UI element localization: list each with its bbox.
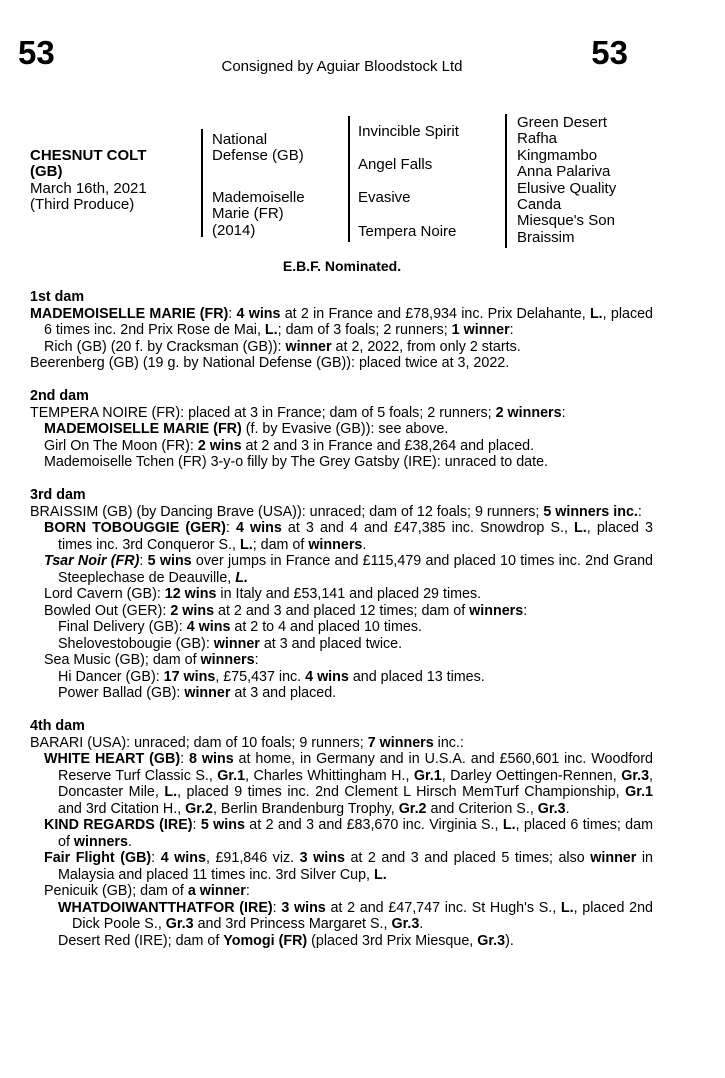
pedigree-dam: Mademoiselle Marie (FR) (2014) — [212, 189, 305, 239]
foaling-date: March 16th, 2021 — [30, 179, 147, 197]
produce-entry: Lord Cavern (GB): 12 wins in Italy and £53,141 and placed 29 times. — [44, 586, 482, 602]
horse-name-line2: (GB) — [30, 163, 63, 181]
produce-entry: Mademoiselle Tchen (FR) 3-y-o filly by The Grey Gatsby (IRE): unraced to date. — [44, 454, 549, 470]
dam-entry: BRAISSIM (GB) (by Dancing Brave (USA)): unraced; dam of 12 foals; 9 runners; 5 winners inc.: — [30, 503, 642, 520]
produce-entry: Rich (GB) (20 f. by Cracksman (GB)): winner at 2, 2022, from only 2 starts. — [44, 338, 521, 355]
section-third-dam — [30, 487, 653, 702]
dam-entry: BARARI (USA): unraced; dam of 10 foals; 9 runners; 7 winners inc.: — [30, 734, 464, 751]
pedigree-sire: National Defense (GB) — [212, 131, 304, 165]
dam-entry: TEMPERA NOIRE (FR): placed at 3 in France; dam of 5 foals; 2 runners; 2 winners: — [30, 404, 566, 421]
produce-entry: Final Delivery (GB): 4 wins at 2 to 4 and placed 10 times. — [58, 619, 422, 635]
dam-entry: MADEMOISELLE MARIE (FR): 4 wins at 2 in France and £78,934 inc. Prix Delahante, L., placed 6 times inc. 2nd Prix Rose de Mai, L.; dam of 3 foals; 2 runners; 1 winner: — [30, 305, 653, 338]
produce-entry: Shelovestobougie (GB): winner at 3 and placed twice. — [58, 635, 403, 652]
pedigree-gen2-4: Tempera Noire — [358, 223, 457, 240]
produce-entry: Tsar Noir (FR): 5 wins over jumps in France and £115,479 and placed 10 times inc. 2nd Grand Steeplechase de Deauville, L. — [44, 553, 654, 586]
lot-number-right: 53 — [591, 34, 628, 71]
produce-entry: Fair Flight (GB): 4 wins, £91,846 viz. 3 wins at 2 and 3 and placed 5 times; also winner in Malaysia and placed 11 times inc. 3rd Silver Cup, L. — [44, 850, 653, 883]
produce-entry: Sea Music (GB); dam of winners: — [44, 652, 259, 668]
produce-entry: Girl On The Moon (FR): 2 wins at 2 and 3 in France and £38,264 and placed. — [44, 437, 535, 454]
horse-description — [30, 148, 147, 214]
section-fourth-dam — [30, 718, 653, 949]
produce-entry: MADEMOISELLE MARIE (FR) (f. by Evasive (GB)): see above. — [44, 421, 449, 437]
pedigree-gen2-1: Invincible Spirit — [358, 123, 459, 140]
section-second-dam — [30, 388, 653, 471]
consignor: Consigned by Aguiar Bloodstock Ltd — [221, 58, 463, 75]
lot-number-left: 53 — [18, 34, 55, 71]
produce-entry: Bowled Out (GER): 2 wins at 2 and 3 and placed 12 times; dam of winners: — [44, 602, 528, 619]
pedigree-bracket-3 — [505, 114, 507, 248]
section-heading: 1st dam — [30, 289, 85, 305]
catalogue-body — [30, 289, 653, 949]
horse-name-line1: CHESNUT COLT — [30, 147, 147, 164]
produce-entry: Hi Dancer (GB): 17 wins, £75,437 inc. 4 wins and placed 13 times. — [58, 668, 485, 685]
pedigree-bracket-2 — [348, 116, 350, 242]
section-heading: 3rd dam — [30, 487, 86, 503]
section-heading: 4th dam — [30, 718, 85, 734]
produce-entry: KIND REGARDS (IRE): 5 wins at 2 and 3 and £83,670 inc. Virginia S., L., placed 6 times; dam of winners. — [44, 817, 653, 850]
pedigree-gen2-3: Evasive — [358, 189, 411, 206]
section-first-dam — [30, 289, 653, 372]
pedigree-bracket-1 — [201, 129, 203, 237]
produce-entry: Beerenberg (GB) (19 g. by National Defense (GB)): placed twice at 3, 2022. — [30, 355, 510, 371]
produce-entry: BORN TOBOUGGIE (GER): 4 wins at 3 and 4 and £47,385 inc. Snowdrop S., L., placed 3 times inc. 3rd Conqueror S., L.; dam of winners. — [44, 520, 654, 553]
pedigree-gen3: Green Desert Rafha Kingmambo Anna Palariva Elusive Quality Canda Miesque's Son Braissim — [517, 114, 617, 246]
produce-entry: Penicuik (GB); dam of a winner: — [44, 883, 250, 899]
produce-note: (Third Produce) — [30, 196, 135, 214]
ebf-nominated: E.B.F. Nominated. — [282, 258, 402, 274]
section-heading: 2nd dam — [30, 388, 89, 404]
pedigree-gen2-2: Angel Falls — [358, 156, 433, 173]
produce-entry: WHITE HEART (GB): 8 wins at home, in Germany and in U.S.A. and £560,601 inc. Woodford Reserve Turf Classic S., Gr.1, Charles Whittingham H., Gr.1, Darley Oettingen-Rennen, Gr.3, Doncaster Mile, L., placed 9 times inc. 2nd Clement L Hirsch MemTurf Championship, Gr.1 and 3rd Citation H., Gr.2, Berlin Brandenburg Trophy, Gr.2 and Criterion S., Gr.3. — [44, 751, 654, 817]
produce-entry: Desert Red (IRE); dam of Yomogi (FR) (placed 3rd Prix Miesque, Gr.3). — [58, 932, 514, 949]
produce-entry: WHATDOIWANTTHATFOR (IRE): 3 wins at 2 and £47,747 inc. St Hugh's S., L., placed 2nd Dick Poole S., Gr.3 and 3rd Princess Margaret S., Gr.3. — [58, 899, 653, 932]
produce-entry: Power Ballad (GB): winner at 3 and placed. — [58, 685, 337, 701]
